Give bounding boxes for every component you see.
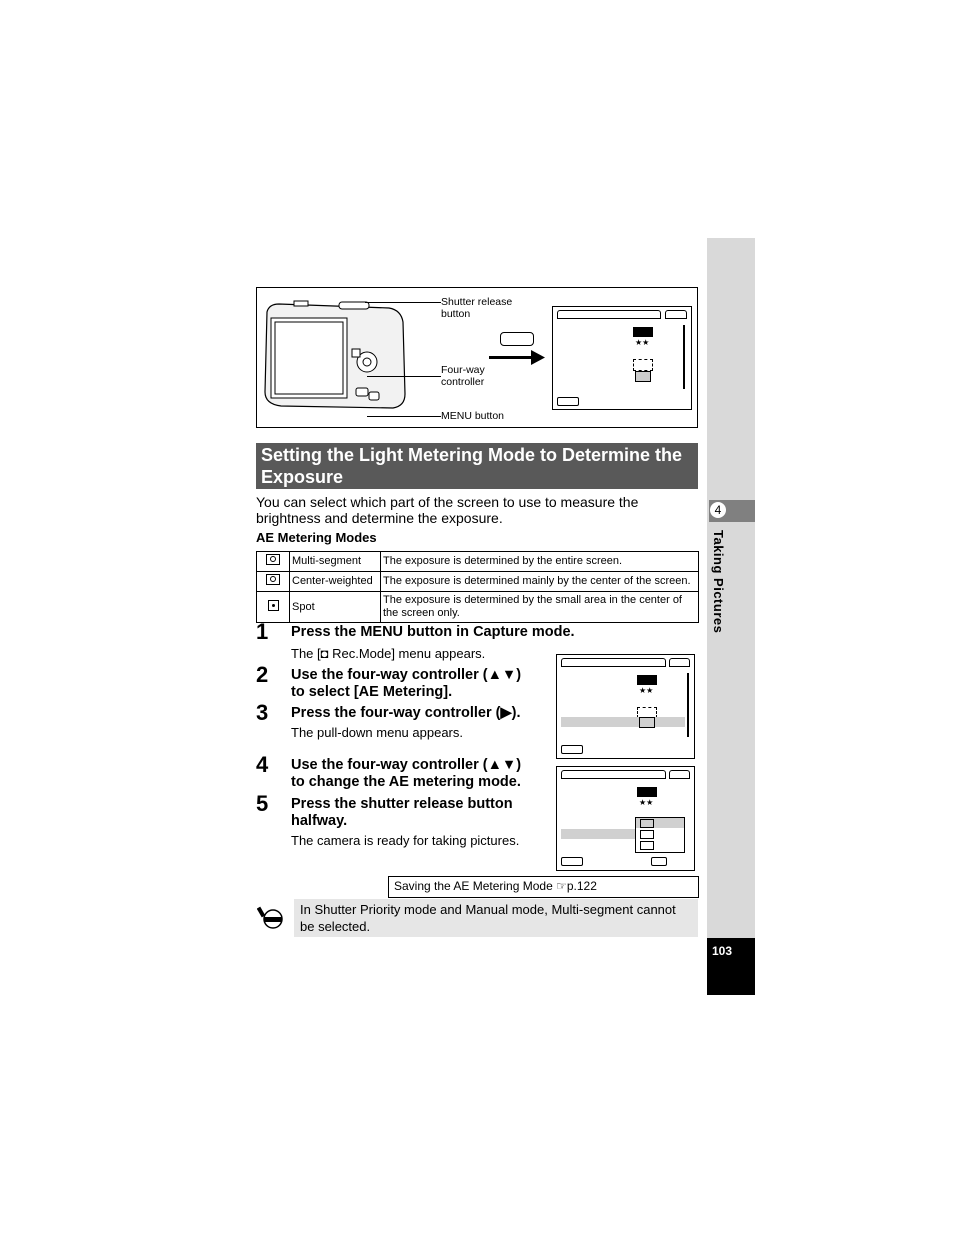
fourway-label: Four-way controller <box>441 364 485 388</box>
fourway-callout-line <box>367 376 441 377</box>
table-heading: AE Metering Modes <box>256 530 377 545</box>
memo-icon <box>257 905 285 929</box>
metering-modes-table <box>256 551 699 623</box>
mode-desc: The exposure is determined mainly by the center of the screen. <box>381 572 699 592</box>
lcd-scrollbar <box>687 673 689 737</box>
multi-segment-icon <box>266 554 280 565</box>
spot-icon <box>640 841 654 850</box>
step-number: 2 <box>256 662 269 687</box>
table-row <box>257 552 699 572</box>
step-number: 5 <box>256 791 269 816</box>
lcd-menu-button <box>561 857 583 866</box>
step-number: 3 <box>256 700 269 725</box>
arrow-right-icon <box>489 350 545 366</box>
step-text: Use the four-way controller (▲▼) to select [AE Metering]. <box>291 667 522 700</box>
lcd-pulldown-menu <box>635 817 685 853</box>
mode-name: Spot <box>290 592 381 623</box>
page-number: 103 <box>707 938 755 995</box>
step-number: 4 <box>256 752 269 777</box>
step-text: Press the MENU button in Capture mode. <box>291 624 575 640</box>
step-text: Press the shutter release button halfway. <box>291 796 513 829</box>
lcd-quality-stars: ★★ <box>639 686 654 695</box>
camera-figure <box>256 287 698 428</box>
center-weighted-icon <box>266 574 280 585</box>
intro-text: You can select which part of the screen to use to measure the brightness and determine the exposure. <box>256 494 639 526</box>
lcd-highlight-row <box>561 717 685 727</box>
camera-illustration <box>259 294 409 419</box>
mode-name: Multi-segment <box>290 552 381 572</box>
step-subtext: The camera is ready for taking pictures. <box>291 833 520 848</box>
mode-desc: The exposure is determined by the entire screen. <box>381 552 699 572</box>
lcd-tab-rec <box>561 770 666 779</box>
lcd-tab-setup <box>665 310 687 319</box>
lcd-selected-value <box>637 675 657 685</box>
menu-callout-line <box>367 416 441 417</box>
step-text: Press the four-way controller (▶). <box>291 705 521 721</box>
shutter-label: Shutter release button <box>441 296 513 320</box>
shutter-callout-line <box>365 302 441 303</box>
step-text: Use the four-way controller (▲▼) to change the AE metering mode. <box>291 757 522 790</box>
lcd-focus-frame-icon <box>633 359 653 371</box>
lcd-ok-button <box>651 857 667 866</box>
memo-text: In Shutter Priority mode and Manual mode, Multi-segment cannot be selected. <box>294 899 698 937</box>
reference-box: Saving the AE Metering Mode ☞p.122 <box>388 876 699 898</box>
lcd-ae-metering-pulldown <box>556 766 695 871</box>
lcd-tab-rec <box>557 310 661 319</box>
chapter-title: Taking Pictures <box>711 530 726 634</box>
section-title: Setting the Light Metering Mode to Determine the Exposure <box>256 443 698 489</box>
lcd-metering-icon <box>639 717 655 728</box>
spot-icon <box>268 600 279 611</box>
step-number: 1 <box>256 619 269 644</box>
lcd-quality-stars: ★★ <box>639 798 654 807</box>
lcd-selected-value <box>633 327 653 337</box>
table-row <box>257 592 699 623</box>
mode-desc: The exposure is determined by the small area in the center of the screen only. <box>381 592 699 623</box>
step-subtext: The [◘ Rec.Mode] menu appears. <box>291 646 486 661</box>
menu-button-icon <box>500 332 534 346</box>
menu-label: MENU button <box>441 410 505 422</box>
center-weighted-icon <box>640 830 654 839</box>
multi-segment-icon <box>640 819 654 828</box>
lcd-tab-setup <box>669 658 690 667</box>
lcd-rec-menu <box>552 306 692 410</box>
lcd-selected-value <box>637 787 657 797</box>
lcd-quality-stars: ★★ <box>635 338 650 347</box>
lcd-menu-button <box>557 397 579 406</box>
mode-name: Center-weighted <box>290 572 381 592</box>
lcd-metering-icon <box>635 371 651 382</box>
lcd-menu-button <box>561 745 583 754</box>
lcd-tab-setup <box>669 770 690 779</box>
table-row <box>257 572 699 592</box>
lcd-ae-metering-select <box>556 654 695 759</box>
chapter-number: 4 <box>710 502 726 518</box>
step-subtext: The pull-down menu appears. <box>291 725 463 740</box>
lcd-tab-rec <box>561 658 666 667</box>
lcd-scrollbar <box>683 325 685 389</box>
